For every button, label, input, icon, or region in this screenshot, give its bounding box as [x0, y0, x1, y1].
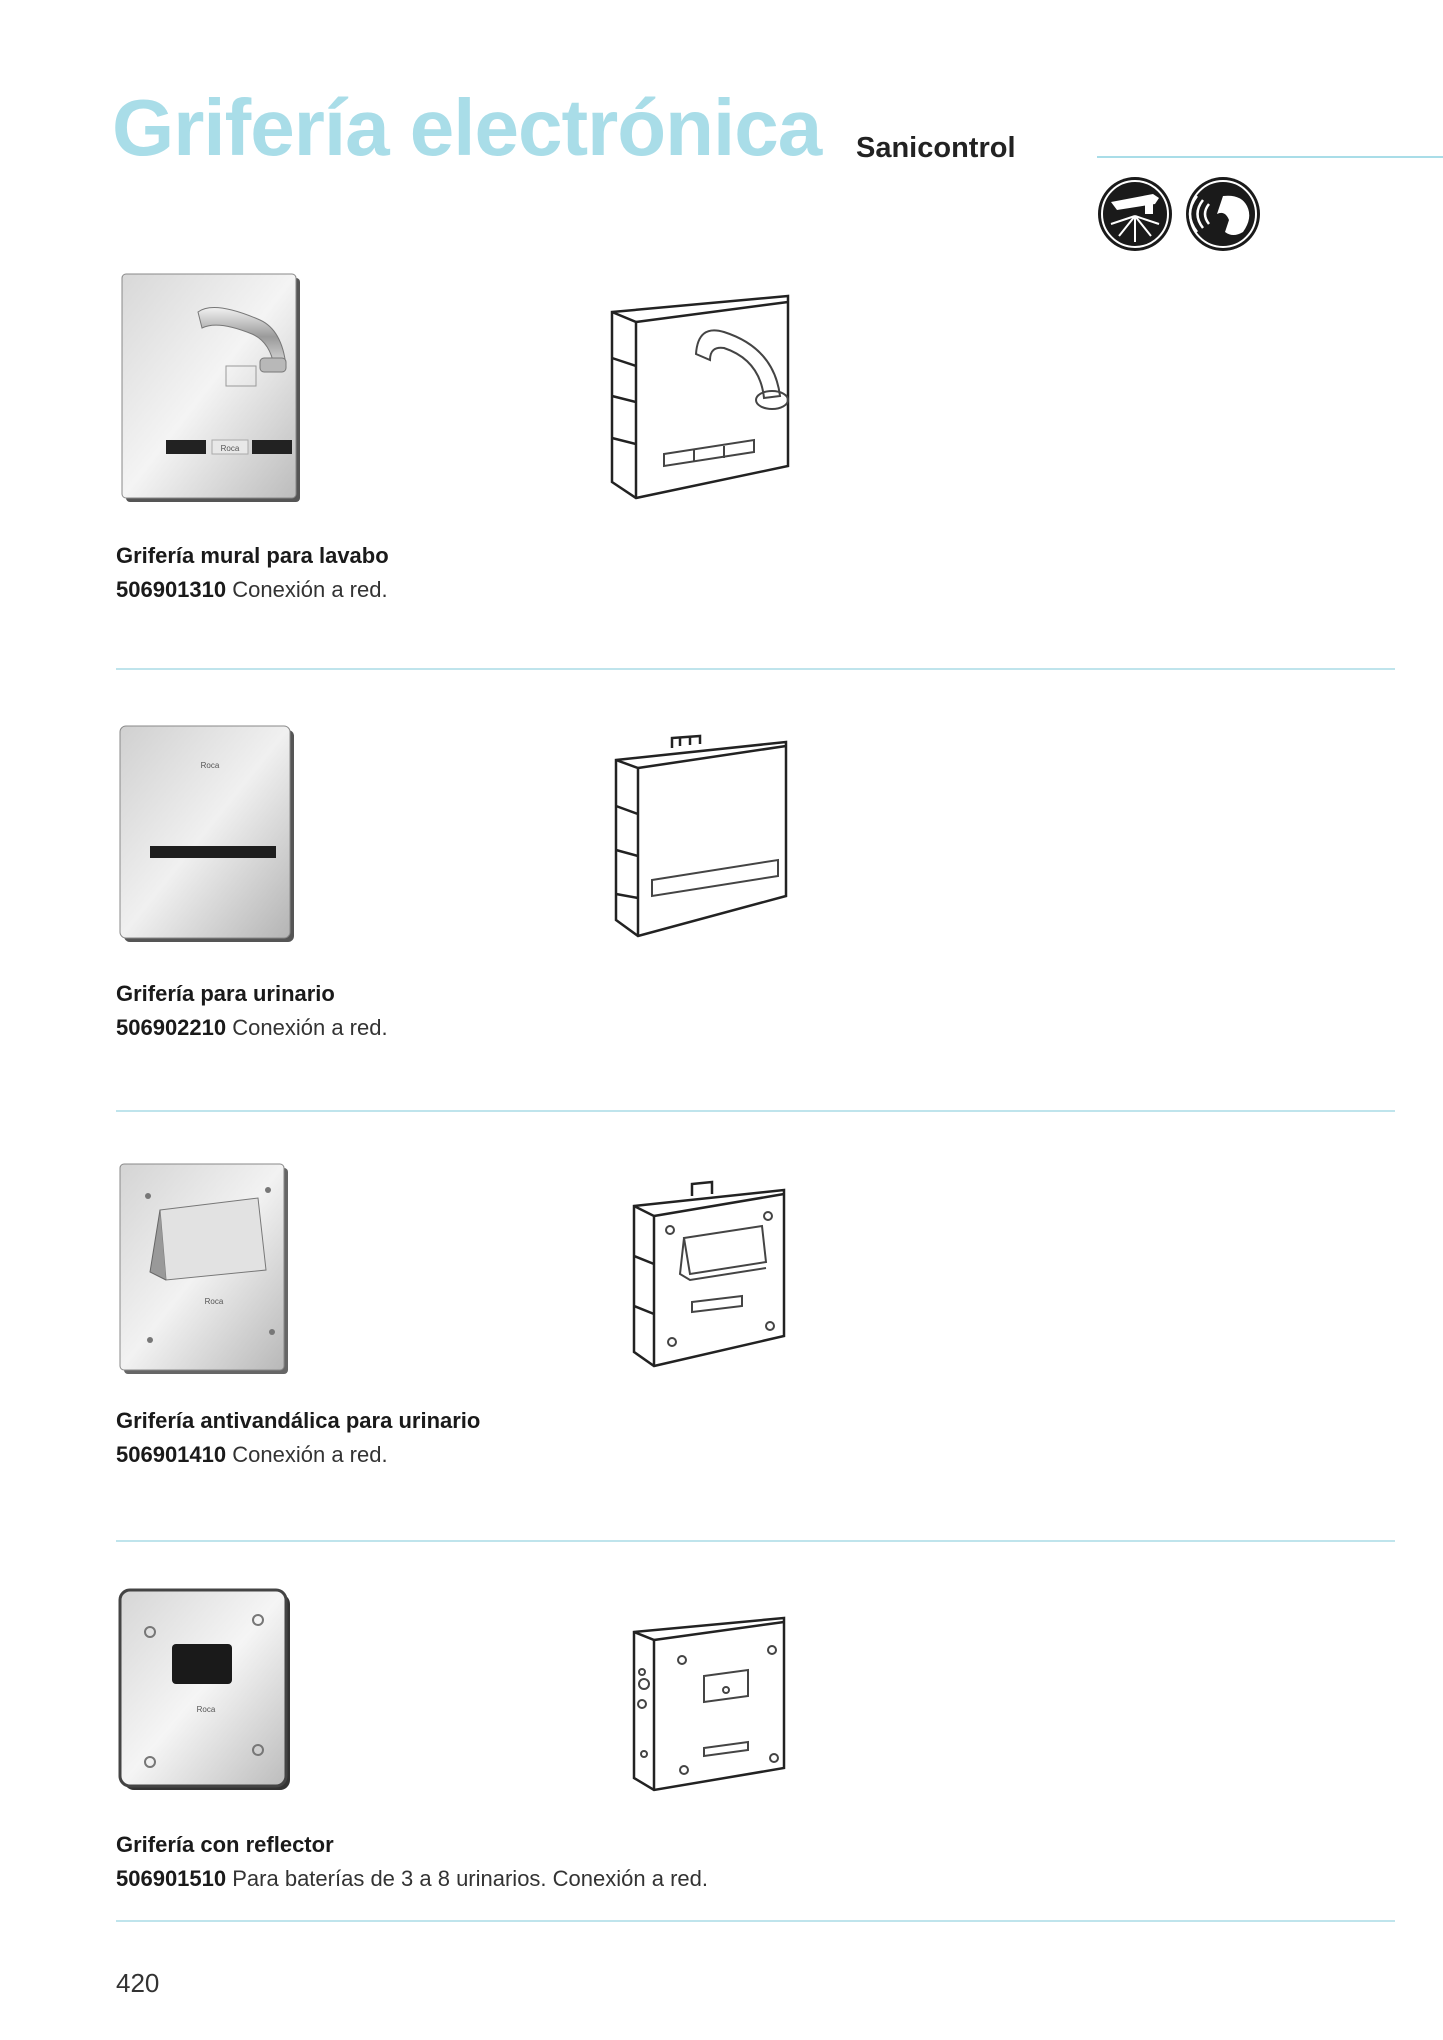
product-code: 506901410 [116, 1442, 227, 1467]
section-divider [116, 1110, 1395, 1112]
product-name: Grifería para urinario [116, 981, 335, 1006]
product-note: Conexión a red. [232, 1015, 388, 1040]
product-code: 506901310 [116, 577, 227, 602]
page-number: 420 [116, 1968, 160, 1998]
section-divider [116, 668, 1395, 670]
product-description [116, 1442, 388, 1468]
technical-drawing [600, 1612, 800, 1802]
product-note: Conexión a red. [232, 577, 388, 602]
brand-logo: Roca [200, 761, 220, 770]
product-name: Grifería antivandálica para urinario [116, 1408, 481, 1433]
section-subtitle: Sanicontrol [856, 132, 1016, 164]
product-code: 506902210 [116, 1015, 227, 1040]
product-code: 506901510 [116, 1866, 227, 1891]
product-note: Para baterías de 3 a 8 urinarios. Conexión a red. [232, 1866, 708, 1891]
product-note: Conexión a red. [232, 1442, 388, 1467]
header-divider [1097, 156, 1443, 158]
product-photo [110, 1586, 310, 1796]
product-name: Grifería mural para lavabo [116, 543, 389, 568]
page-title: Grifería electrónica [112, 83, 822, 172]
product-description [116, 1866, 708, 1892]
technical-drawing [600, 730, 800, 950]
product-photo [110, 722, 310, 952]
product-description [116, 1015, 388, 1041]
section-divider [116, 1920, 1395, 1922]
product-photo [110, 270, 350, 510]
infrared-sensor-icon [1186, 177, 1260, 251]
brand-logo: Roca [204, 1297, 224, 1306]
product-description [116, 577, 388, 603]
technical-drawing [600, 1176, 800, 1376]
brand-logo: Roca [196, 1705, 216, 1714]
feature-icons [1097, 174, 1267, 254]
section-divider [116, 1540, 1395, 1542]
brand-logo: Roca [220, 444, 240, 453]
hand-sensor-icon [1098, 177, 1172, 251]
technical-drawing [600, 288, 800, 508]
product-photo [110, 1160, 310, 1380]
product-name: Grifería con reflector [116, 1832, 334, 1857]
